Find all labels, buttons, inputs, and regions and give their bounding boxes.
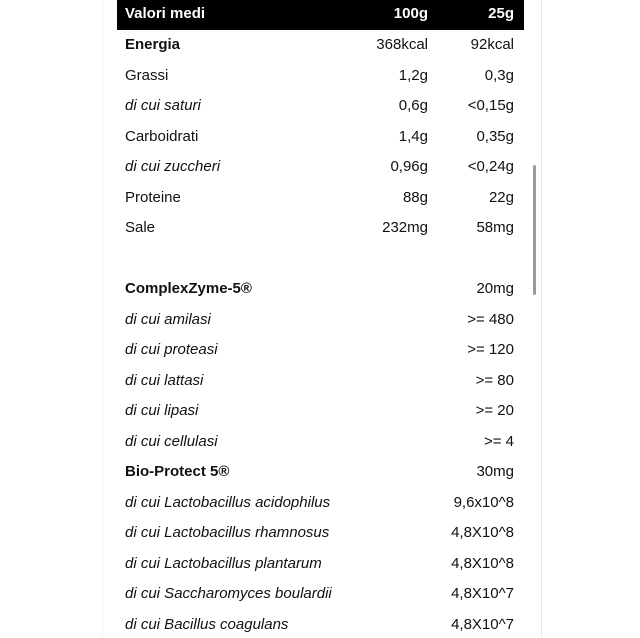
row-value-25g: >= 80 xyxy=(475,371,514,389)
header-col-25g: 25g xyxy=(488,5,514,22)
row-label: ComplexZyme-5® xyxy=(125,280,252,297)
table-row xyxy=(117,549,524,580)
row-value-25g: >= 120 xyxy=(467,341,514,358)
row-label: di cui Lactobacillus plantarum xyxy=(125,554,322,572)
row-value-25g: 4,8X10^8 xyxy=(451,524,514,541)
row-value-100g: 1,4g xyxy=(398,127,428,145)
row-label: di cui lattasi xyxy=(125,371,204,389)
table-row xyxy=(117,610,524,638)
row-label: di cui amilasi xyxy=(125,310,211,328)
header-label: Valori medi xyxy=(125,5,206,22)
row-value-25g: 20mg xyxy=(476,280,514,297)
row-value-25g: 4,8X10^7 xyxy=(451,615,514,633)
row-label: di cui cellulasi xyxy=(125,432,218,450)
table-row xyxy=(117,366,524,397)
table-row xyxy=(117,335,524,366)
row-value-25g: >= 4 xyxy=(483,432,514,450)
row-value-25g: >= 480 xyxy=(467,310,514,328)
table-row xyxy=(117,518,524,549)
table-row xyxy=(117,488,524,519)
row-label: Carboidrati xyxy=(125,127,199,145)
row-value-25g: <0,15g xyxy=(467,97,514,114)
row-label: di cui proteasi xyxy=(125,341,218,358)
table-row xyxy=(117,305,524,336)
row-label: Energia xyxy=(125,36,181,53)
table-row xyxy=(117,152,524,183)
row-label: Grassi xyxy=(125,66,169,84)
row-value-25g: 22g xyxy=(488,188,514,206)
table-row xyxy=(117,213,524,244)
table-row xyxy=(117,457,524,488)
bioprotect-section xyxy=(117,457,524,638)
row-label: di cui saturi xyxy=(125,97,201,114)
row-label: Proteine xyxy=(125,188,181,206)
row-value-25g: 92kcal xyxy=(470,36,514,53)
row-label: di cui Saccharomyces boulardii xyxy=(125,585,332,602)
table-row xyxy=(117,122,524,153)
row-value-25g: 4,8X10^8 xyxy=(451,554,514,572)
row-value-25g: 0,3g xyxy=(484,66,514,84)
nutrition-table xyxy=(117,0,524,638)
row-value-25g: 0,35g xyxy=(476,127,514,145)
table-row xyxy=(117,579,524,610)
scrollbar[interactable] xyxy=(533,165,536,295)
row-label: di cui zuccheri xyxy=(125,158,221,175)
table-row xyxy=(117,427,524,458)
right-divider xyxy=(541,0,542,638)
table-header xyxy=(117,0,524,30)
row-value-100g: 0,6g xyxy=(398,97,428,114)
table-row xyxy=(117,30,524,61)
table-row xyxy=(117,61,524,92)
row-label: di cui lipasi xyxy=(125,402,199,419)
row-label: di cui Bacillus coagulans xyxy=(125,615,289,633)
row-value-100g: 0,96g xyxy=(390,158,428,175)
table-row xyxy=(117,396,524,427)
row-value-25g: 4,8X10^7 xyxy=(451,585,514,602)
left-divider xyxy=(102,0,103,638)
table-row xyxy=(117,183,524,214)
row-value-100g: 368kcal xyxy=(376,36,428,53)
row-value-100g: 232mg xyxy=(382,219,428,236)
row-value-25g: 58mg xyxy=(476,219,514,236)
row-label: Sale xyxy=(125,219,156,236)
row-value-25g: <0,24g xyxy=(467,158,514,175)
header-col-100g: 100g xyxy=(393,5,428,22)
table-row xyxy=(117,274,524,305)
row-value-25g: >= 20 xyxy=(475,402,514,419)
complexzyme-section xyxy=(117,274,524,457)
section-spacer xyxy=(117,244,524,275)
row-label: Bio-Protect 5® xyxy=(125,463,230,480)
row-value-100g: 1,2g xyxy=(398,66,428,84)
table-row xyxy=(117,91,524,122)
row-value-100g: 88g xyxy=(402,188,428,206)
row-value-25g: 30mg xyxy=(476,463,514,480)
row-label: di cui Lactobacillus acidophilus xyxy=(125,493,331,511)
row-value-25g: 9,6x10^8 xyxy=(453,493,514,511)
nutrition-section xyxy=(117,30,524,244)
row-label: di cui Lactobacillus rhamnosus xyxy=(125,524,330,541)
